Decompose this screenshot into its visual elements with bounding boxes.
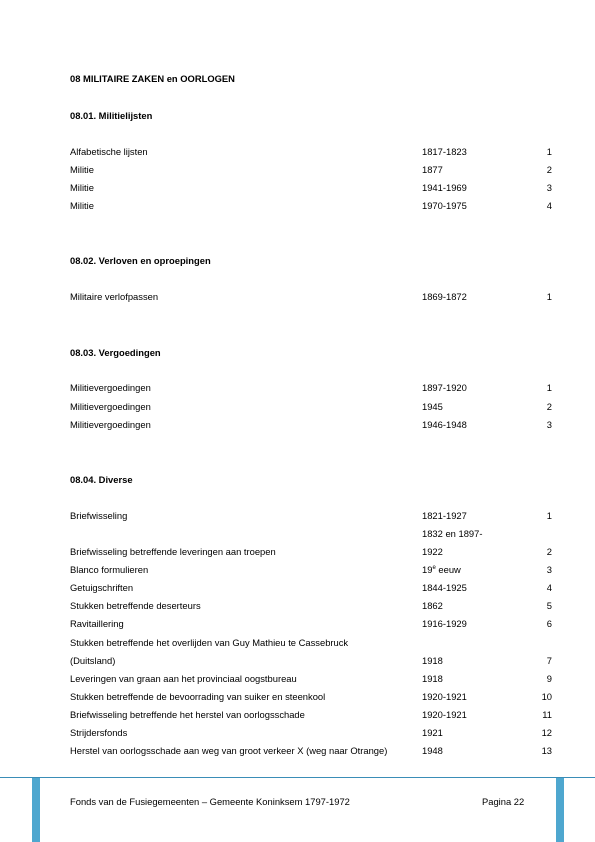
row-number: 2: [546, 401, 552, 412]
row-description: (Duitsland): [70, 655, 116, 666]
row-period: 1921: [422, 727, 443, 738]
table-row: [70, 709, 552, 723]
row-number: 12: [541, 727, 552, 738]
table-row: [70, 564, 552, 578]
table-row: [70, 182, 552, 196]
table-row: [70, 691, 552, 705]
row-period: 1862: [422, 600, 443, 611]
table-row: [70, 528, 552, 542]
row-description: Stukken betreffende deserteurs: [70, 600, 201, 611]
row-period: [422, 564, 461, 575]
row-period: 1918: [422, 655, 443, 666]
table-row: [70, 618, 552, 632]
row-description: Militie: [70, 164, 94, 175]
row-period: 1918: [422, 673, 443, 684]
row-period: 1946-1948: [422, 419, 467, 430]
table-row: [70, 510, 552, 524]
row-number: 1: [546, 382, 552, 393]
row-number: 2: [546, 164, 552, 175]
row-description: Blanco formulieren: [70, 564, 149, 575]
table-row: [70, 419, 552, 433]
table-row: [70, 637, 552, 651]
row-number: 1: [546, 510, 552, 521]
row-description: Stukken betreffende de bevoorrading van suiker en steenkool: [70, 691, 326, 702]
row-description: Militievergoedingen: [70, 382, 151, 393]
row-period: 1869-1872: [422, 291, 467, 302]
row-description: Getuigschriften: [70, 582, 134, 593]
row-number: 10: [541, 691, 552, 702]
row-period: 1844-1925: [422, 582, 467, 593]
row-description: Alfabetische lijsten: [70, 146, 148, 157]
row-description: Leveringen van graan aan het provinciaal oogstbureau: [70, 673, 297, 684]
row-number: 1: [546, 146, 552, 157]
row-number: 4: [546, 200, 552, 211]
row-period: 1817-1823: [422, 146, 467, 157]
row-number: 3: [546, 182, 552, 193]
row-number: 2: [546, 546, 552, 557]
row-description: Stukken betreffende het overlijden van Guy Mathieu te Cassebruck: [70, 637, 349, 648]
row-description: Briefwisseling betreffende leveringen aan troepen: [70, 546, 276, 557]
row-period: 1916-1929: [422, 618, 467, 629]
row-period-century: 19: [422, 564, 433, 575]
row-description: Herstel van oorlogsschade aan weg van groot verkeer X (weg naar Otrange): [70, 745, 388, 756]
row-number: 3: [546, 419, 552, 430]
footer-divider: [0, 777, 595, 778]
row-description: Militie: [70, 182, 94, 193]
row-period: 1948: [422, 745, 443, 756]
footer-accent-bar-left: [32, 778, 40, 842]
row-number: 4: [546, 582, 552, 593]
row-description: Militaire verlofpassen: [70, 291, 159, 302]
row-description: Briefwisseling: [70, 510, 128, 521]
table-row: [70, 546, 552, 560]
table-row: [70, 382, 552, 396]
row-period: 1832 en 1897-: [422, 528, 483, 539]
row-description: Strijdersfonds: [70, 727, 128, 738]
row-period-suffix: eeuw: [435, 564, 461, 575]
row-number: 1: [546, 291, 552, 302]
row-number: 3: [546, 564, 552, 575]
row-description: Militie: [70, 200, 94, 211]
table-row: [70, 655, 552, 669]
section-heading: 08.03. Vergoedingen: [70, 347, 161, 358]
row-description: Militievergoedingen: [70, 419, 151, 430]
page-title: 08 MILITAIRE ZAKEN en OORLOGEN: [70, 73, 235, 84]
row-period: 1877: [422, 164, 443, 175]
row-period: 1897-1920: [422, 382, 467, 393]
row-number: 6: [546, 618, 552, 629]
table-row: [70, 146, 552, 160]
row-period: 1920-1921: [422, 691, 467, 702]
table-row: [70, 164, 552, 178]
row-period-superscript: e: [432, 565, 436, 571]
row-period: 1970-1975: [422, 200, 467, 211]
table-row: [70, 600, 552, 614]
row-period: 1922: [422, 546, 443, 557]
row-period: 1945: [422, 401, 443, 412]
footer-title: Fonds van de Fusiegemeenten – Gemeente Koninksem 1797-1972: [70, 796, 350, 807]
row-description: Militievergoedingen: [70, 401, 151, 412]
table-row: [70, 200, 552, 214]
section-heading: 08.04. Diverse: [70, 474, 133, 485]
table-row: [70, 401, 552, 415]
table-row: [70, 727, 552, 741]
row-number: 13: [541, 745, 552, 756]
row-number: 9: [546, 673, 552, 684]
table-row: [70, 745, 552, 759]
table-row: [70, 673, 552, 687]
row-description: Ravitaillering: [70, 618, 124, 629]
section-heading: 08.01. Militielijsten: [70, 110, 153, 121]
footer-accent-bar-right: [556, 778, 564, 842]
row-period: 1941-1969: [422, 182, 467, 193]
section-heading: 08.02. Verloven en oproepingen: [70, 255, 211, 266]
row-number: 11: [542, 709, 552, 720]
page-number: Pagina 22: [482, 796, 525, 807]
row-number: 5: [546, 600, 552, 611]
table-row: [70, 582, 552, 596]
row-period: 1920-1921: [422, 709, 467, 720]
row-description: Briefwisseling betreffende het herstel van oorlogsschade: [70, 709, 305, 720]
table-row: [70, 291, 552, 305]
row-number: 7: [546, 655, 552, 666]
row-period: 1821-1927: [422, 510, 467, 521]
